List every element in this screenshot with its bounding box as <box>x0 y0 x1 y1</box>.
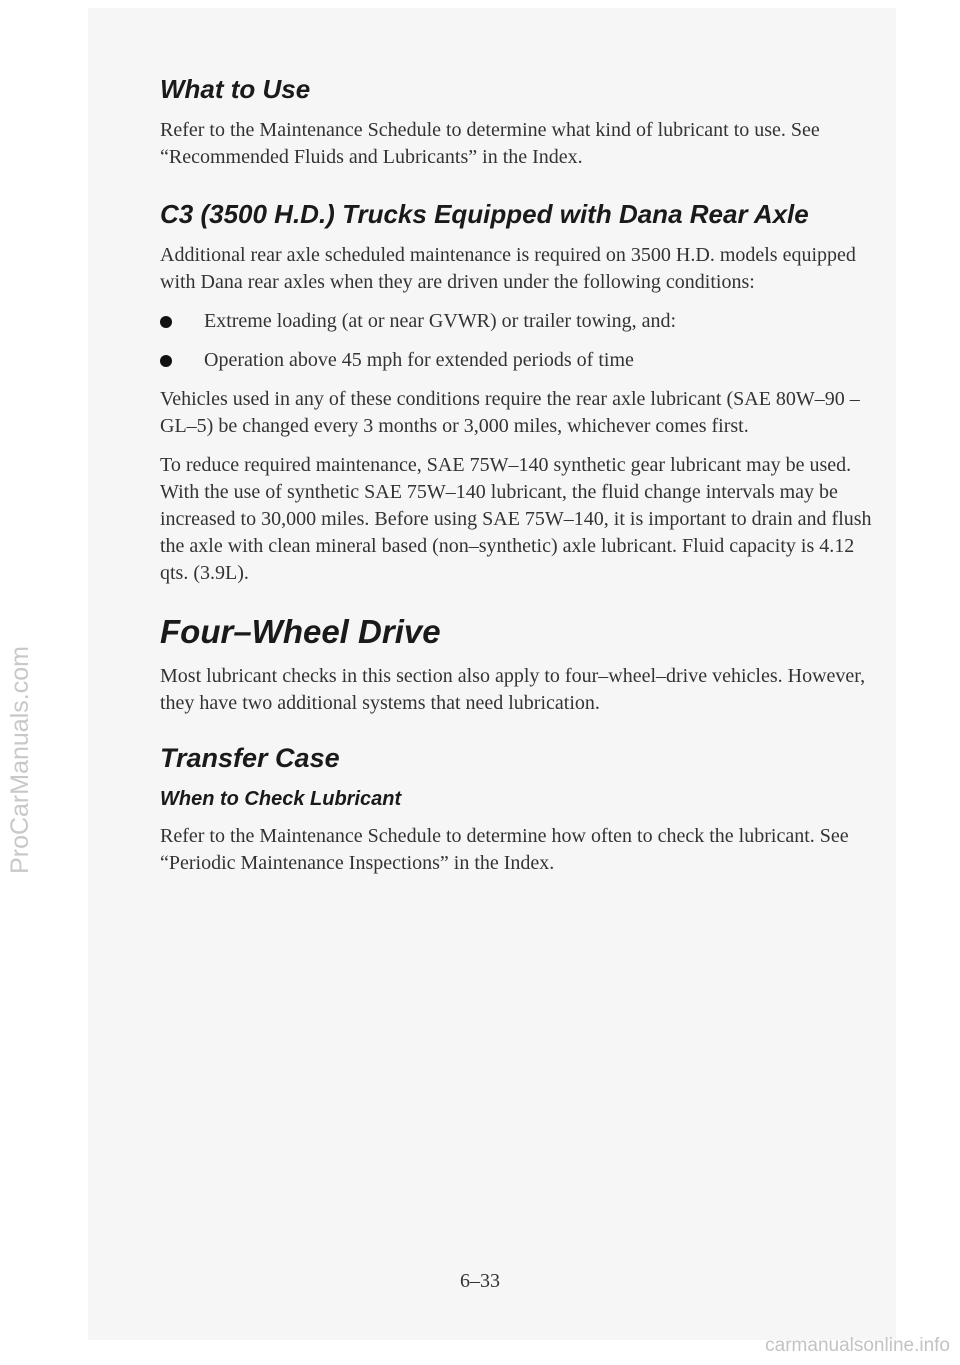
c3-paragraph-2: To reduce required maintenance, SAE 75W–140 synthetic gear lubricant may be used. With the use of synthetic SAE 75W–140 lubricant, the fluid change intervals may be increased to 30,000 miles. Before using SAE 75W–140, it is important to drain and flush the axle with clean mineral based (non–synthetic) axle lubricant. Fluid capacity is 4.12 qts. (3.9L). <box>160 454 872 584</box>
list-item <box>160 308 876 335</box>
page-number: 6–33 <box>460 1270 500 1292</box>
conditions-list <box>160 308 876 374</box>
heading-four-wheel-drive: Four–Wheel Drive <box>160 613 441 650</box>
c3-paragraph-1: Vehicles used in any of these conditions require the rear axle lubricant (SAE 80W–90 – GL–5) be changed every 3 months or 3,000 miles, whichever comes first. <box>160 388 860 437</box>
page-content <box>160 74 876 889</box>
bullet-icon <box>160 316 172 328</box>
side-watermark: ProCarManuals.com <box>6 646 34 874</box>
bullet-icon <box>160 355 172 367</box>
heading-when-to-check: When to Check Lubricant <box>160 788 402 810</box>
what-to-use-text: Refer to the Maintenance Schedule to determine what kind of lubricant to use. See “Recommended Fluids and Lubricants” in the Index. <box>160 119 820 168</box>
c3-intro-text: Additional rear axle scheduled maintenance is required on 3500 H.D. models equipped with Dana rear axles when they are driven under the following conditions: <box>160 244 856 293</box>
transfer-case-text: Refer to the Maintenance Schedule to determine how often to check the lubricant. See “Periodic Maintenance Inspections” in the Index. <box>160 825 849 874</box>
list-item-text: Extreme loading (at or near GVWR) or trailer towing, and: <box>204 310 677 332</box>
footer-watermark: carmanualsonline.info <box>765 1335 950 1356</box>
list-item <box>160 347 876 374</box>
four-wheel-text: Most lubricant checks in this section also apply to four–wheel–drive vehicles. However, they have two additional systems that need lubrication. <box>160 665 866 714</box>
list-item-text: Operation above 45 mph for extended periods of time <box>204 349 634 371</box>
heading-c3-trucks: C3 (3500 H.D.) Trucks Equipped with Dana Rear Axle <box>160 199 809 229</box>
heading-what-to-use: What to Use <box>160 74 311 104</box>
heading-transfer-case: Transfer Case <box>160 743 340 773</box>
